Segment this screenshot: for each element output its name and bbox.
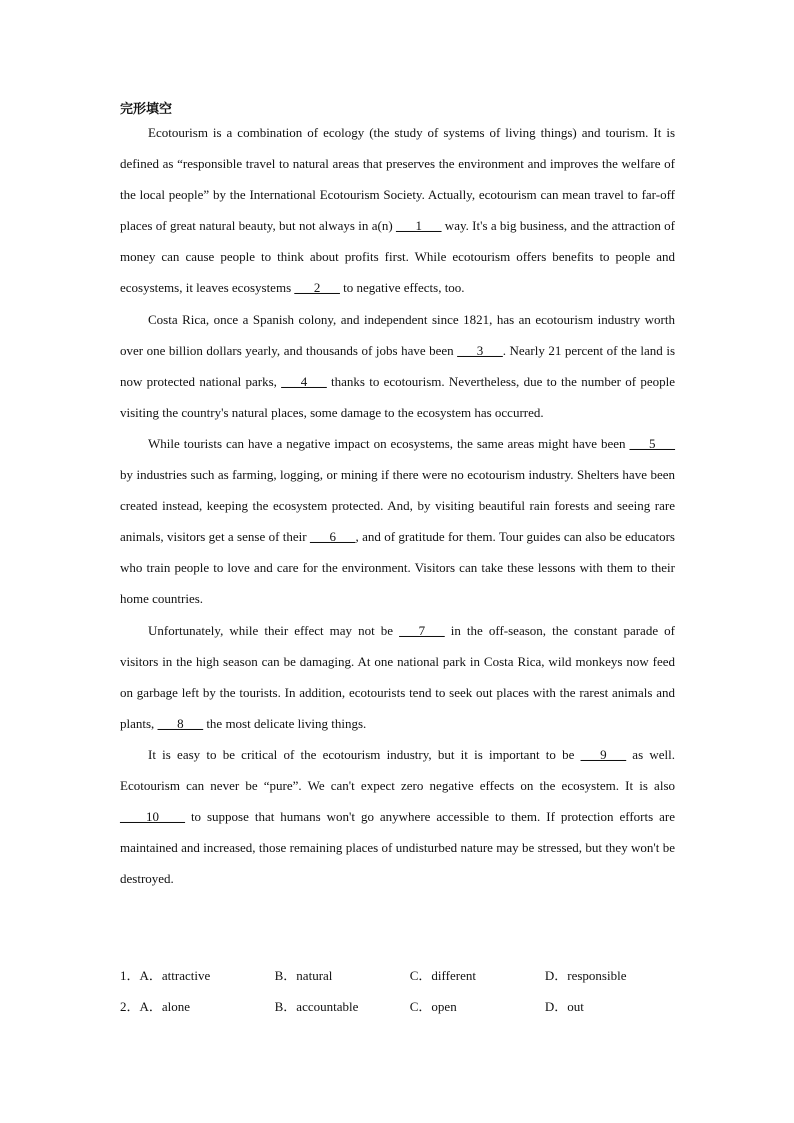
answer-blank: ___3___: [457, 342, 503, 358]
question-number: 2．: [120, 999, 140, 1014]
passage-text: While tourists can have a negative impact on ecosystems, the same areas might have been: [148, 435, 630, 451]
passage-text: thanks to ecotourism. Nevertheless, due to the number of people visiting the country's natural places, some damage to the ecosystem has occurred.: [120, 373, 675, 420]
answer-option: B．accountable: [274, 999, 359, 1014]
answer-blank: ___1___: [395, 218, 442, 234]
answer-blank: ___8___: [157, 715, 204, 731]
paragraph: [120, 304, 675, 428]
passage-text: Costa Rica, once a Spanish colony, and independent since 1821, has an ecotourism industry worth over one billion dollars yearly, and thousands of jobs have been: [120, 311, 675, 358]
passage-text: , and of gratitude for them. Tour guides can also be educators who train people to love and care for the environment. Visitors can take these lessons with them to their home countries.: [120, 529, 675, 607]
question-number: 1．: [120, 968, 140, 983]
passage: [120, 117, 675, 894]
question-row: [120, 960, 680, 991]
answer-option: A．attractive: [139, 968, 211, 983]
answer-option: C．open: [409, 999, 457, 1014]
answer-option: D．out: [544, 999, 584, 1014]
paragraph: [120, 615, 675, 739]
passage-text: . Nearly 21 percent of the land is now protected national parks,: [120, 342, 676, 389]
paragraph: [120, 117, 675, 304]
section-heading: 完形填空: [120, 102, 173, 117]
passage-text: the most delicate living things.: [203, 715, 367, 731]
answer-option: C．different: [409, 968, 476, 983]
paragraph: [120, 739, 675, 894]
passage-text: by industries such as farming, logging, or mining if there were no ecotourism industry. Shelters have been created instead, keeping the ecosystem protected. And, by visiting beautiful rain forests and seeing rare animals, visitors get a sense of their: [120, 467, 675, 545]
answer-blank: ___6___: [309, 529, 356, 545]
passage-text: Ecotourism is a combination of ecology (the study of systems of living things) and tourism. It is defined as “responsible travel to natural areas that preserves the environment and improves the welfare of the local people” by the International Ecotourism Society. Actually, ecotourism can mean travel to far-off places of great natural beauty, but not always in a(n): [120, 125, 675, 234]
answer-blank: ____10____: [120, 809, 185, 825]
passage-text: to negative effects, too.: [339, 280, 465, 296]
answer-option: A．alone: [139, 999, 191, 1014]
answer-blank: ___4___: [281, 373, 327, 389]
answer-option: B．natural: [274, 968, 333, 983]
passage-text: to suppose that humans won't go anywhere accessible to them. If protection efforts are maintained and increased, those remaining places of undisturbed nature may be stressed, but they won't be destroyed.: [120, 809, 675, 887]
passage-text: Unfortunately, while their effect may not be: [148, 622, 400, 638]
passage-text: It is easy to be critical of the ecotourism industry, but it is important to be: [148, 746, 581, 762]
passage-text: as well. Ecotourism can never be “pure”. We can't expect zero negative effects on the ecosystem. It is also: [120, 746, 675, 793]
question-row: [120, 991, 680, 1022]
answer-blank: ___5___: [629, 435, 675, 451]
passage-text: in the off-season, the constant parade of visitors in the high season can be damaging. At one national park in Costa Rica, wild monkeys now feed on garbage left by the tourists. In addition, ecotourists tend to seek out places with the rarest animals and plants,: [120, 622, 675, 731]
answer-blank: ___7___: [399, 622, 445, 638]
answer-option: D．responsible: [544, 968, 627, 983]
answer-blank: ___9___: [580, 746, 627, 762]
question-options: [120, 960, 680, 1022]
answer-blank: ___2___: [294, 280, 340, 296]
passage-text: way. It's a big business, and the attraction of money can cause people to think about profits first. While ecotourism offers benefits to people and ecosystems, it leaves ecosystems: [120, 218, 675, 296]
paragraph: [120, 428, 675, 615]
